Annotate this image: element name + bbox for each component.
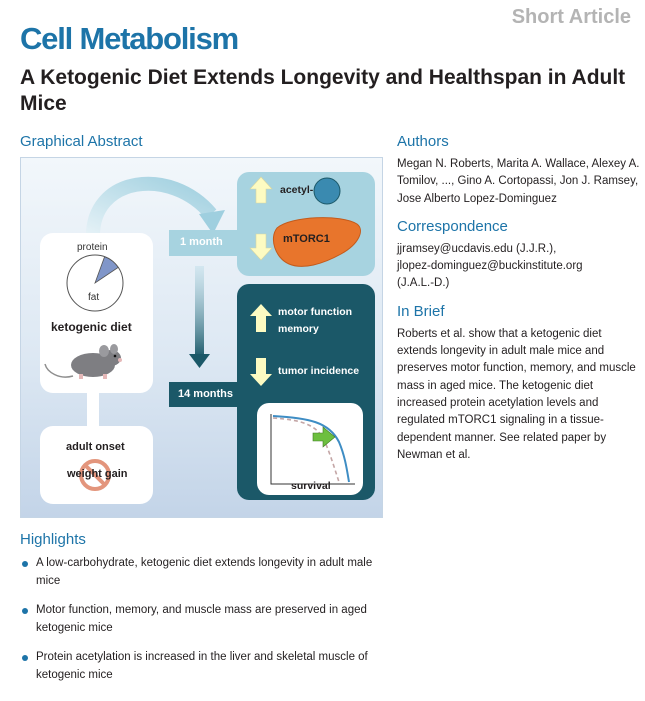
highlight-item	[20, 602, 390, 637]
in-brief-text: Roberts et al. show that a ketogenic diet extends longevity in adult male mice and preserves motor function, memory, and muscle mass in aged mice. The ketogenic diet increased protein acetylation levels and regulated mTORC1 signaling in a tissue-dependent manner. See related paper by Newman et al.	[397, 327, 636, 461]
highlight-text: A low-carbohydrate, ketogenic diet extends longevity in adult male mice	[36, 557, 373, 587]
highlight-item	[20, 649, 390, 684]
pie-protein-label: protein	[77, 242, 108, 253]
onset-panel	[40, 426, 153, 504]
mtorc1-label: mTORC1	[283, 233, 330, 245]
memory-label: memory	[278, 323, 319, 335]
right-column	[397, 133, 642, 474]
bullet-icon	[22, 561, 28, 567]
in-brief-section	[397, 303, 642, 464]
email-link[interactable]: jlopez-dominguez@buckinstitute.org	[397, 260, 583, 273]
diet-label: ketogenic diet	[51, 320, 132, 334]
correspondence-section	[397, 218, 642, 293]
acetyl-group-icon	[314, 178, 340, 204]
curved-flow-arrow	[93, 184, 211, 238]
highlight-item	[20, 555, 390, 590]
article-title: A Ketogenic Diet Extends Longevity and Healthspan in Adult Mice	[20, 66, 626, 115]
timepoint-1-label: 1 month	[180, 236, 223, 248]
bullet-icon	[22, 655, 28, 661]
pie-fat-label: fat	[88, 292, 100, 303]
graphical-abstract-figure	[20, 157, 383, 518]
authors-heading: Authors	[397, 133, 449, 150]
bullet-icon	[22, 608, 28, 614]
tumor-incidence-label: tumor incidence	[278, 365, 360, 377]
highlights-section	[20, 531, 390, 696]
acetyl-label: acetyl-	[280, 184, 314, 196]
timeline-arrow-head	[189, 354, 210, 368]
email-link[interactable]: jjramsey@ucdavis.edu (J.J.R.),	[397, 242, 557, 255]
survival-label: survival	[291, 480, 331, 492]
graphical-abstract-heading: Graphical Abstract	[20, 133, 143, 150]
highlight-text: Motor function, memory, and muscle mass are preserved in aged ketogenic mice	[36, 604, 367, 634]
highlights-list	[20, 555, 390, 684]
onset-line1: adult onset	[66, 441, 125, 453]
correspondence-heading: Correspondence	[397, 217, 508, 235]
email-attribution: (J.A.L.-D.)	[397, 277, 450, 290]
onset-line2: weight gain	[67, 468, 128, 480]
authors-list: Megan N. Roberts, Marita A. Wallace, Alexey A. Tomilov, ..., Gino A. Cortopassi, Jon J. Ramsey, Jose Alberto Lopez-Dominguez	[397, 158, 640, 205]
authors-section	[397, 133, 642, 208]
timepoint-2-label: 14 months	[178, 388, 234, 400]
highlights-heading: Highlights	[20, 531, 86, 548]
motor-function-label: motor function	[278, 306, 353, 318]
article-type-label: Short Article	[511, 6, 631, 28]
timeline-stem	[195, 266, 204, 358]
highlight-text: Protein acetylation is increased in the liver and skeletal muscle of ketogenic mice	[36, 651, 368, 681]
in-brief-heading: In Brief	[397, 302, 445, 320]
journal-name: Cell Metabolism	[20, 21, 238, 56]
